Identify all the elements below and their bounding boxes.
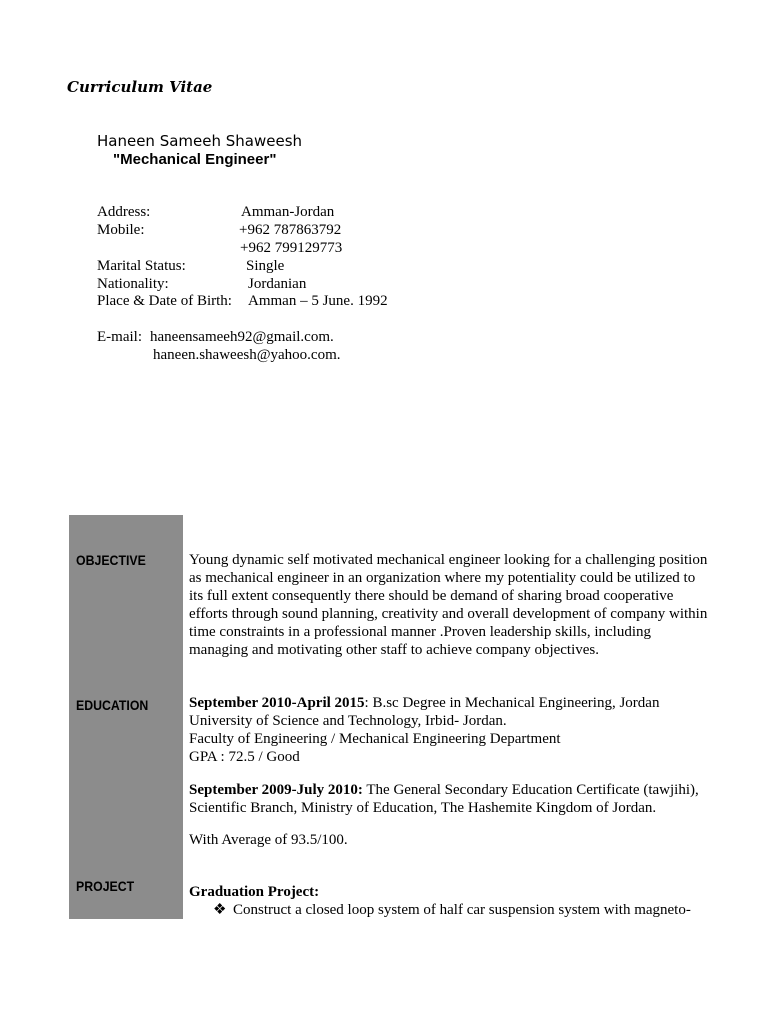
mobile-label: Mobile:: [97, 222, 145, 238]
objective-line: managing and motivating other staff to achieve company objectives.: [189, 642, 600, 658]
project-heading: PROJECT: [76, 878, 135, 894]
address-label: Address:: [97, 204, 151, 220]
objective-line: Young dynamic self motivated mechanical engineer looking for a challenging position: [189, 552, 708, 568]
education-university: University of Science and Technology, Irbid- Jordan.: [189, 713, 507, 729]
education-date-1: September 2010-April 2015: [189, 695, 365, 711]
objective-line: as mechanical engineer in an organization where my potentiality could be utilized to: [189, 570, 696, 586]
education-entry-school: [189, 781, 714, 817]
graduation-project-label: Graduation Project:: [189, 884, 320, 900]
section-sidebar: [69, 515, 183, 919]
objective-text: [189, 551, 714, 659]
education-certificate: The General Secondary Education Certificate (tawjihi),: [362, 782, 699, 798]
project-item: [213, 900, 691, 919]
education-heading: EDUCATION: [76, 697, 149, 713]
nationality-value: Jordanian: [248, 276, 307, 292]
marital-value: Single: [246, 258, 285, 274]
objective-line: time constraints in a professional manner .Proven leadership skills, including: [189, 624, 651, 640]
birth-label: Place & Date of Birth:: [97, 293, 232, 309]
candidate-role: "Mechanical Engineer": [113, 151, 277, 168]
marital-label: Marital Status:: [97, 258, 186, 274]
project-subheading: [189, 883, 714, 901]
email-label: E-mail:: [97, 329, 142, 345]
education-gpa: GPA : 72.5 / Good: [189, 749, 300, 765]
candidate-name: Haneen Sameeh Shaweesh: [97, 132, 303, 150]
birth-value: Amman – 5 June. 1992: [248, 293, 388, 309]
education-degree: : B.sc Degree in Mechanical Engineering, Jordan: [364, 695, 660, 711]
education-branch: Scientific Branch, Ministry of Education, The Hashemite Kingdom of Jordan.: [189, 800, 657, 816]
objective-line: efforts through sound planning, creativity and overall development of company within: [189, 606, 708, 622]
mobile-value-2: +962 799129773: [240, 240, 343, 256]
education-date-2: September 2009-July 2010:: [189, 782, 363, 798]
address-value: Amman-Jordan: [241, 204, 335, 220]
project-item-text: Construct a closed loop system of half car suspension system with magneto-: [233, 902, 691, 918]
mobile-value-1: +962 787863792: [239, 222, 342, 238]
email-link-2[interactable]: haneen.shaweesh@yahoo.com.: [153, 347, 341, 363]
objective-line: its full extent consequently there should be demand of sharing broad cooperative: [189, 588, 674, 604]
diamond-bullet-icon: ❖: [213, 902, 227, 918]
education-faculty: Faculty of Engineering / Mechanical Engineering Department: [189, 731, 561, 747]
objective-heading: OBJECTIVE: [76, 552, 146, 568]
education-entry-university: [189, 694, 714, 766]
cv-title: Curriculum Vitae: [67, 78, 213, 96]
nationality-label: Nationality:: [97, 276, 169, 292]
education-average: With Average of 93.5/100.: [189, 832, 348, 848]
email-link-1[interactable]: haneensameeh92@gmail.com.: [150, 329, 334, 345]
